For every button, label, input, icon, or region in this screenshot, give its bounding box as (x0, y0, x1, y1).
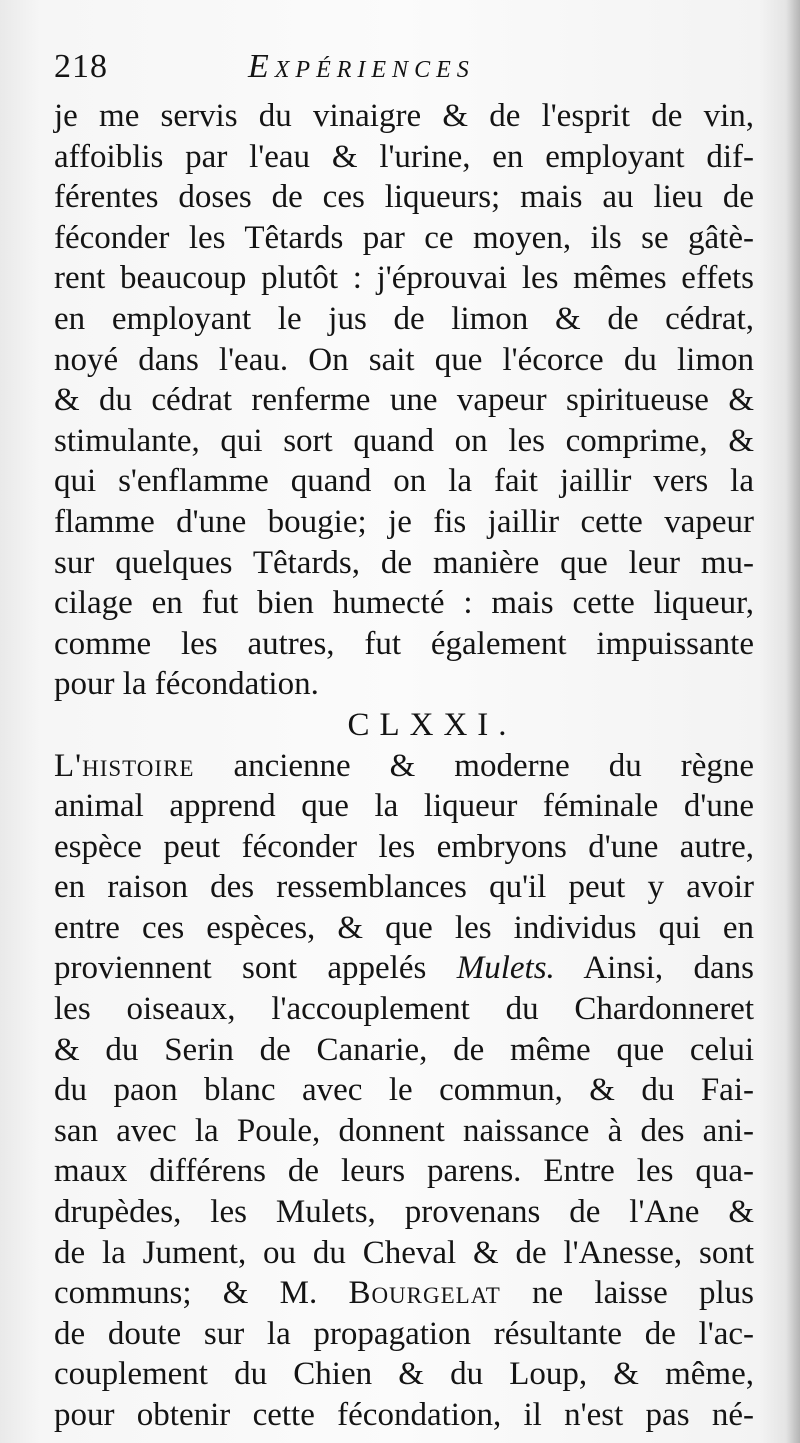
mulets-line (54, 948, 754, 989)
text-line: en raison des ressemblances qu'il peut y avoir (54, 869, 754, 906)
text-line: & du Serin de Canarie, de même que celui (54, 1031, 754, 1068)
text-line: féconder les Têtards par ce moyen, ils se gâtè- (54, 219, 754, 256)
page-number: 218 (54, 48, 108, 85)
bourgelat-line-before: communs; & M. (54, 1275, 349, 1312)
body-text (54, 96, 754, 1436)
text-line: flamme d'une bougie; je fis jaillir cette vapeur (54, 503, 754, 540)
text-line: sur quelques Têtards, de manière que leur mu- (54, 544, 754, 581)
bourgelat-line (54, 1273, 754, 1314)
lead-word: L'histoire (54, 747, 195, 784)
text-line: affoiblis par l'eau & l'urine, en employant dif- (54, 138, 754, 175)
text-line: & du cédrat renferme une vapeur spiritueuse & (54, 382, 754, 419)
text-line: pour obtenir cette fécondation, il n'est pas né- (54, 1397, 754, 1433)
text-line: comme les autres, fut également impuissante (54, 625, 754, 662)
text-line: du paon blanc avec le commun, & du Fai- (54, 1072, 754, 1109)
mulets-line-after: Ainsi, dans (554, 950, 754, 987)
bourgelat-line-after: ne laisse plus (500, 1275, 754, 1312)
text-line: cilage en fut bien humecté : mais cette liqueur, (54, 585, 754, 622)
text-line: entre ces espèces, & que les individus qui en (54, 909, 754, 946)
text-line: couplement du Chien & du Loup, & même, (54, 1356, 754, 1393)
text-line: de la Jument, ou du Cheval & de l'Anesse, sont (54, 1234, 754, 1271)
text-line: pour la fécondation. (54, 666, 319, 703)
bourgelat-name: Bourgelat (348, 1275, 501, 1312)
text-line: férentes doses de ces liqueurs; mais au lieu de (54, 179, 754, 216)
text-line: de doute sur la propagation résultante de l'ac- (54, 1315, 754, 1352)
text-line: en employant le jus de limon & de cédrat, (54, 300, 754, 337)
mulets-term: Mulets. (456, 950, 555, 987)
text-line: maux différens de leurs parens. Entre les qua- (54, 1153, 754, 1190)
paragraph-first-line (54, 746, 754, 787)
page-edge-shadow (786, 0, 800, 1443)
text-line: les oiseaux, l'accouplement du Chardonneret (54, 991, 754, 1028)
mulets-line-before: proviennent sont appelés (54, 950, 457, 987)
running-head: Expériences (248, 48, 475, 85)
text-line: animal apprend que la liqueur féminale d'une (54, 788, 754, 825)
text-line: je me servis du vinaigre & de l'esprit de vin, (54, 98, 754, 134)
page-header (54, 42, 554, 92)
first-line-rest: ancienne & moderne du règne (194, 747, 754, 784)
text-line: drupèdes, les Mulets, provenans de l'Ane & (54, 1194, 754, 1231)
section-heading: CLXXI. (347, 706, 517, 743)
text-line: rent beaucoup plutôt : j'éprouvai les mêmes effets (54, 260, 754, 297)
text-line: noyé dans l'eau. On sait que l'écorce du limon (54, 341, 754, 378)
text-line: espèce peut féconder les embryons d'une autre, (54, 828, 754, 865)
text-line: san avec la Poule, donnent naissance à des ani- (54, 1112, 754, 1149)
text-line: stimulante, qui sort quand on les comprime, & (54, 422, 754, 459)
text-line: qui s'enflamme quand on la fait jaillir vers la (54, 463, 754, 500)
